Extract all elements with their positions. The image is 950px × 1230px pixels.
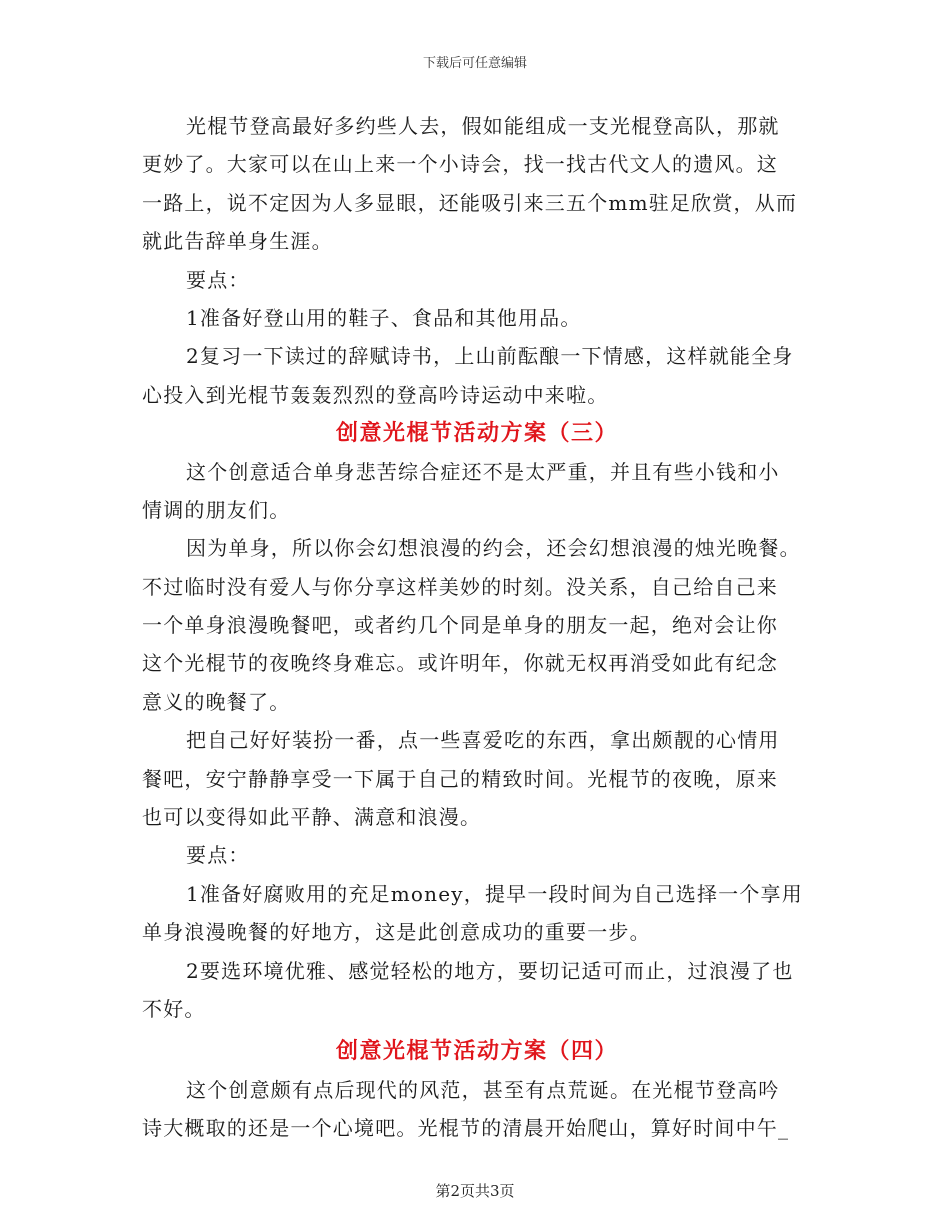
paragraph-line: 诗大概取的还是一个心境吧。光棍节的清晨开始爬山，算好时间中午_ xyxy=(142,1116,790,1141)
paragraph-line: 这个创意适合单身悲苦综合症还不是太严重，并且有些小钱和小 xyxy=(186,459,780,484)
section-heading: 创意光棍节活动方案（三） xyxy=(335,420,618,447)
paragraph-line: 这个光棍节的夜晚终身难忘。或许明年，你就无权再消受如此有纪念 xyxy=(142,651,778,676)
page-header: 下载后可任意编辑 xyxy=(422,56,527,71)
paragraph-line: 把自己好好装扮一番，点一些喜爱吃的东西，拿出颇靓的心情用 xyxy=(186,728,780,753)
paragraph-line: 更妙了。大家可以在山上来一个小诗会，找一找古代文人的遗风。这 xyxy=(142,152,778,177)
paragraph-line: 也可以变得如此平静、满意和浪漫。 xyxy=(142,805,482,830)
paragraph-line: 一路上，说不定因为人多显眼，还能吸引来三五个mm驻足欣赏，从而 xyxy=(142,190,798,215)
list-item-continuation: 不好。 xyxy=(142,996,206,1021)
page-footer: 第2页共3页 xyxy=(435,1182,515,1200)
paragraph-line: 意义的晚餐了。 xyxy=(142,689,291,714)
paragraph-line: 因为单身，所以你会幻想浪漫的约会，还会幻想浪漫的烛光晚餐。 xyxy=(186,536,801,561)
list-item: 2复习一下读过的辞赋诗书，上山前酝酿一下情感，这样就能全身 xyxy=(186,344,794,369)
list-item-continuation: 心投入到光棍节轰轰烈烈的登高吟诗运动中来啦。 xyxy=(142,382,609,407)
document-body xyxy=(142,107,812,1148)
paragraph-line: 一个单身浪漫晚餐吧，或者约几个同是单身的朋友一起，绝对会让你 xyxy=(142,613,778,638)
paragraph-line: 不过临时没有爱人与你分享这样美妙的时刻。没关系，自己给自己来 xyxy=(142,574,778,599)
list-item: 1准备好登山用的鞋子、食品和其他用品。 xyxy=(186,305,582,330)
key-points-label: 要点： xyxy=(186,267,250,292)
list-item-continuation: 单身浪漫晚餐的好地方，这是此创意成功的重要一步。 xyxy=(142,920,651,945)
paragraph-line: 这个创意颇有点后现代的风范，甚至有点荒诞。在光棍节登高吟 xyxy=(186,1077,780,1102)
section-heading: 创意光棍节活动方案（四） xyxy=(335,1038,618,1065)
list-item: 1准备好腐败用的充足money，提早一段时间为自己选择一个享用 xyxy=(186,881,803,906)
paragraph-line: 光棍节登高最好多约些人去，假如能组成一支光棍登高队，那就 xyxy=(186,114,780,138)
list-item: 2要选环境优雅、感觉轻松的地方，要切记适可而止，过浪漫了也 xyxy=(186,958,794,983)
paragraph-line: 就此告辞单身生涯。 xyxy=(142,229,333,254)
key-points-label: 要点： xyxy=(186,843,250,868)
paragraph-line: 情调的朋友们。 xyxy=(142,497,291,522)
paragraph-line: 餐吧，安宁静静享受一下属于自己的精致时间。光棍节的夜晚，原来 xyxy=(142,766,778,791)
